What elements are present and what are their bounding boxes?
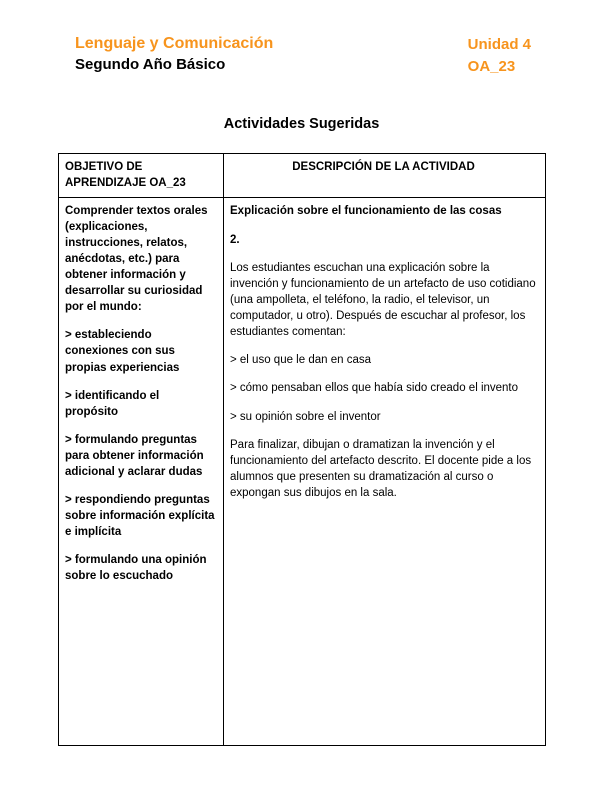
activity-paragraph: Para finalizar, dibujan o dramatizan la invención y el funcionamiento del artefacto descrito. El docente pide a los alumnos que presenten su dramatización al curso o expongan sus dibujos en la sala. (230, 438, 532, 499)
grade-subtitle: Segundo Año Básico (75, 55, 226, 73)
activity-bullet: > el uso que le dan en casa (230, 354, 371, 367)
objective-column-header: OBJETIVO DE APRENDIZAJE OA_23 (59, 153, 224, 197)
header-left-block (75, 34, 273, 78)
activity-bullet: > su opinión sobre el inventor (230, 410, 381, 423)
activity-description-cell (224, 197, 546, 745)
activity-bullet: > cómo pensaban ellos que había sido creado el invento (230, 382, 519, 395)
activity-paragraph: Los estudiantes escuchan una explicación sobre la invención y funcionamiento de un artefacto de uso cotidiano (una ampolleta, el teléfono, la radio, el televisor, un computador, u otro). Después de escuchar al profesor, los estudiantes comentan: (230, 261, 536, 339)
objective-bullet: > identificando el propósito (65, 389, 160, 418)
objective-bullet: > respondiendo preguntas sobre información explícita e implícita (65, 494, 215, 539)
objective-cell (59, 197, 224, 745)
subject-title: Lenguaje y Comunicación (75, 35, 274, 52)
suggested-activities-table (58, 153, 546, 746)
objective-bullet: > estableciendo conexiones con sus propias experiencias (65, 329, 180, 374)
unit-label: Unidad 4 (467, 36, 531, 53)
oa-code-label: OA_23 (467, 57, 516, 75)
description-column-header: DESCRIPCIÓN DE LA ACTIVIDAD (224, 153, 546, 197)
page-title: Actividades Sugeridas (223, 115, 380, 132)
activity-number: 2. (230, 233, 240, 246)
objective-bullet: > formulando una opinión sobre lo escuchado (65, 554, 207, 583)
activity-title: Explicación sobre el funcionamiento de las cosas (230, 204, 502, 217)
document-header (58, 34, 545, 78)
header-right-block (468, 34, 531, 78)
table-header-row (59, 153, 546, 197)
objective-intro: Comprender textos orales (explicaciones, instrucciones, relatos, anécdotas, etc.) para obtener información y desarrollar su curiosidad por el mundo: (65, 204, 208, 314)
table-body-row (59, 197, 546, 745)
objective-bullet: > formulando preguntas para obtener información adicional y aclarar dudas (65, 433, 204, 478)
